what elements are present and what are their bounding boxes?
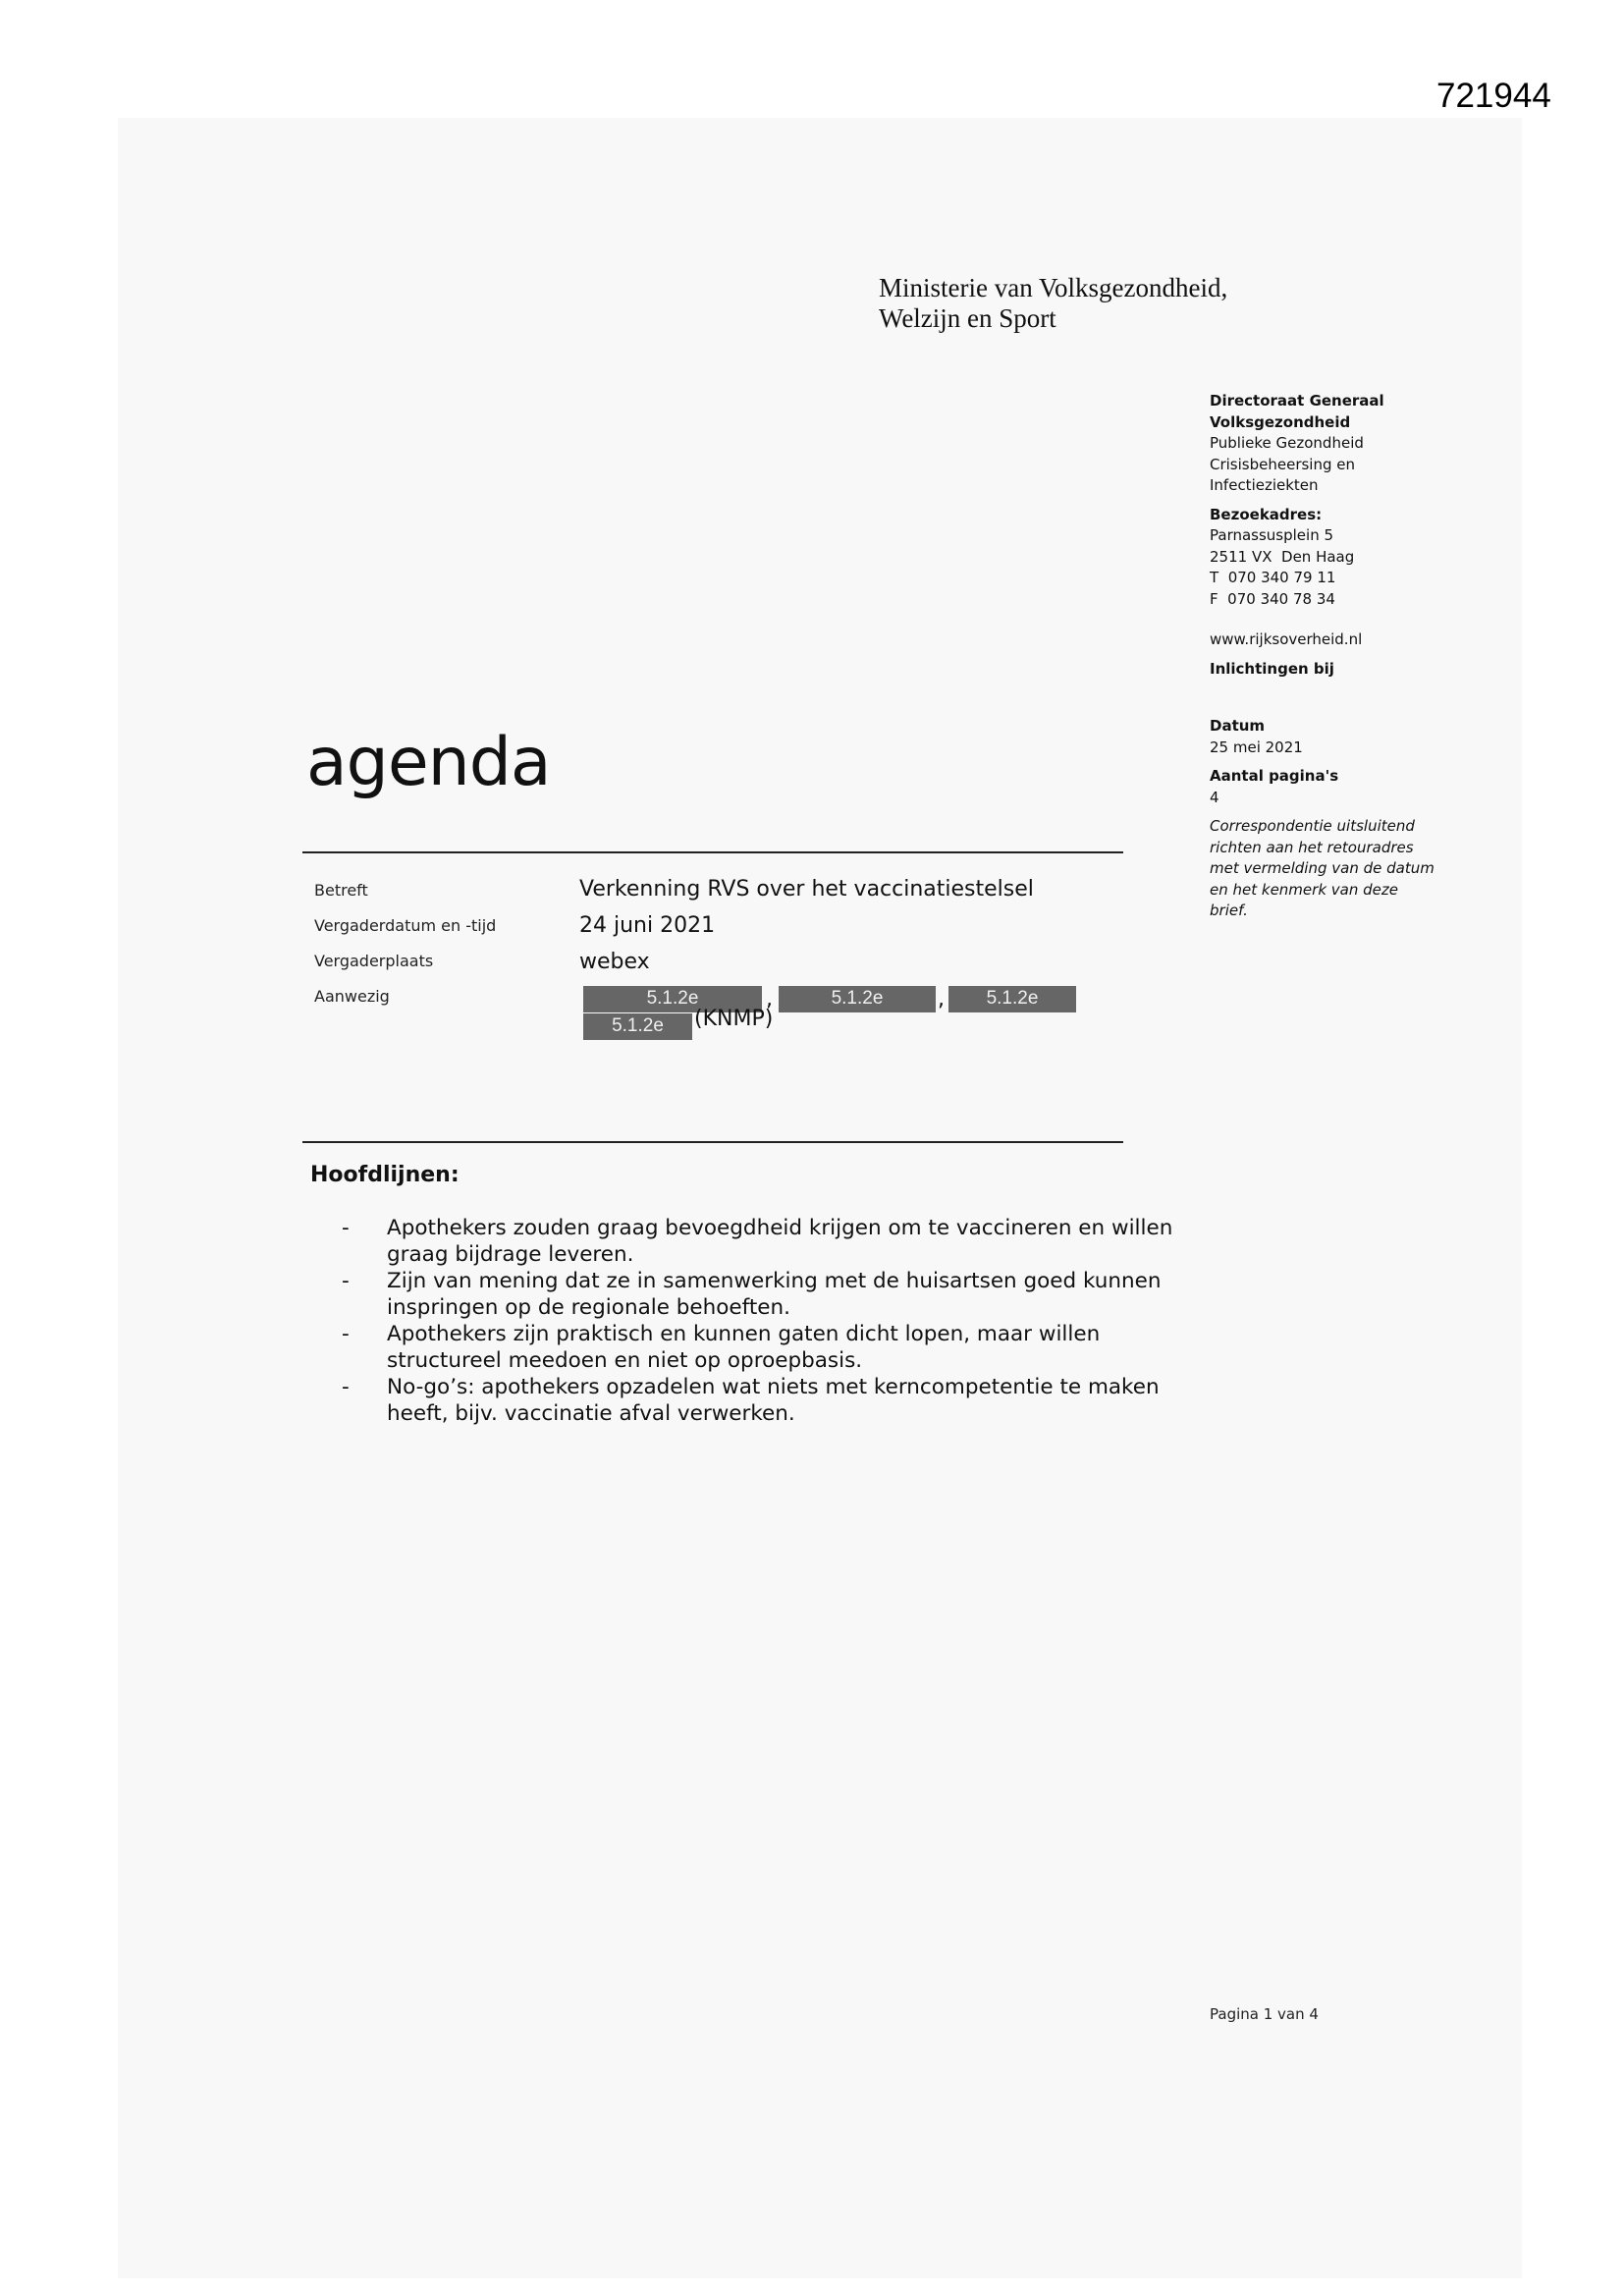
datetime-label: Vergaderdatum en -tijd — [314, 916, 497, 935]
bullet-marker: - — [342, 1269, 350, 1293]
top-rule — [302, 851, 1123, 853]
visit-address-heading: Bezoekadres: — [1210, 505, 1323, 523]
phone-number: T 070 340 79 11 — [1210, 569, 1336, 586]
location-label: Vergaderplaats — [314, 952, 434, 970]
datetime-value: 24 juni 2021 — [579, 913, 716, 938]
bullet-marker: - — [342, 1322, 350, 1346]
sidebar — [1210, 391, 1504, 922]
subject-value: Verkenning RVS over het vaccinatiestelsel — [579, 877, 1034, 902]
bullet-text: Apothekers zijn praktisch en kunnen gaten dicht lopen, maar willen structureel meedoen en niet op oproepbasis. — [387, 1322, 1101, 1373]
attendees-label: Aanwezig — [314, 987, 390, 1006]
attendee-separator: , — [766, 987, 773, 1011]
bottom-rule — [302, 1141, 1123, 1143]
info-heading: Inlichtingen bij — [1210, 659, 1334, 678]
bullet-marker: - — [342, 1375, 350, 1399]
directorate-line-1: Directoraat Generaal — [1210, 392, 1384, 410]
department-line-3: Infectieziekten — [1210, 476, 1319, 494]
note-line-3: met vermelding van de datum — [1210, 859, 1435, 877]
redaction-box: 5.1.2e — [583, 1013, 692, 1040]
bullet-text: Zijn van mening dat ze in samenwerking met de huisartsen goed kunnen inspringen op de regionale behoeften. — [387, 1269, 1162, 1320]
document-title: agenda — [306, 724, 551, 801]
redaction-box: 5.1.2e — [583, 986, 762, 1012]
note-line-4: en het kenmerk van deze — [1210, 880, 1398, 899]
bullet-list — [342, 1215, 1206, 1427]
list-item — [342, 1215, 1206, 1268]
address-line-1: Parnassusplein 5 — [1210, 526, 1334, 544]
fax-number: F 070 340 78 34 — [1210, 589, 1335, 608]
bullet-text: Apothekers zouden graag bevoegdheid krijgen om te vaccineren en willen graag bijdrage leveren. — [387, 1216, 1173, 1267]
document-number: 721944 — [1436, 77, 1551, 115]
ministry-line-1: Ministerie van Volksgezondheid, — [879, 273, 1228, 302]
bullet-text: No-go’s: apothekers opzadelen wat niets met kerncompetentie te maken heeft, bijv. vaccinatie afval verwerken. — [387, 1375, 1160, 1426]
ministry-logo-text — [879, 273, 1227, 334]
list-item — [342, 1321, 1206, 1374]
website-link[interactable]: www.rijksoverheid.nl — [1210, 630, 1363, 648]
subject-label: Betreft — [314, 881, 368, 900]
list-item — [342, 1268, 1206, 1321]
note-line-1: Correspondentie uitsluitend — [1210, 817, 1415, 835]
date-value: 25 mei 2021 — [1210, 738, 1303, 756]
page-count-heading: Aantal pagina's — [1210, 767, 1339, 785]
department-line-2: Crisisbeheersing en — [1210, 455, 1356, 473]
correspondence-note — [1210, 816, 1504, 922]
department-line-1: Publieke Gezondheid — [1210, 434, 1364, 452]
attendee-organisation: (KNMP) — [694, 1007, 774, 1031]
attendee-separator: , — [938, 987, 945, 1011]
location-value: webex — [579, 950, 650, 974]
page-count-value: 4 — [1210, 788, 1219, 806]
page-number: Pagina 1 van 4 — [1210, 2005, 1319, 2023]
section-heading: Hoofdlijnen: — [310, 1163, 460, 1187]
redaction-box: 5.1.2e — [948, 986, 1076, 1012]
redaction-box: 5.1.2e — [779, 986, 936, 1012]
list-item — [342, 1374, 1206, 1427]
bullet-marker: - — [342, 1216, 350, 1240]
directorate-line-2: Volksgezondheid — [1210, 412, 1351, 431]
address-line-2: 2511 VX Den Haag — [1210, 547, 1355, 566]
note-line-5: brief. — [1210, 902, 1248, 919]
date-heading: Datum — [1210, 717, 1266, 735]
ministry-line-2: Welzijn en Sport — [879, 303, 1056, 333]
note-line-2: richten aan het retouradres — [1210, 838, 1414, 856]
